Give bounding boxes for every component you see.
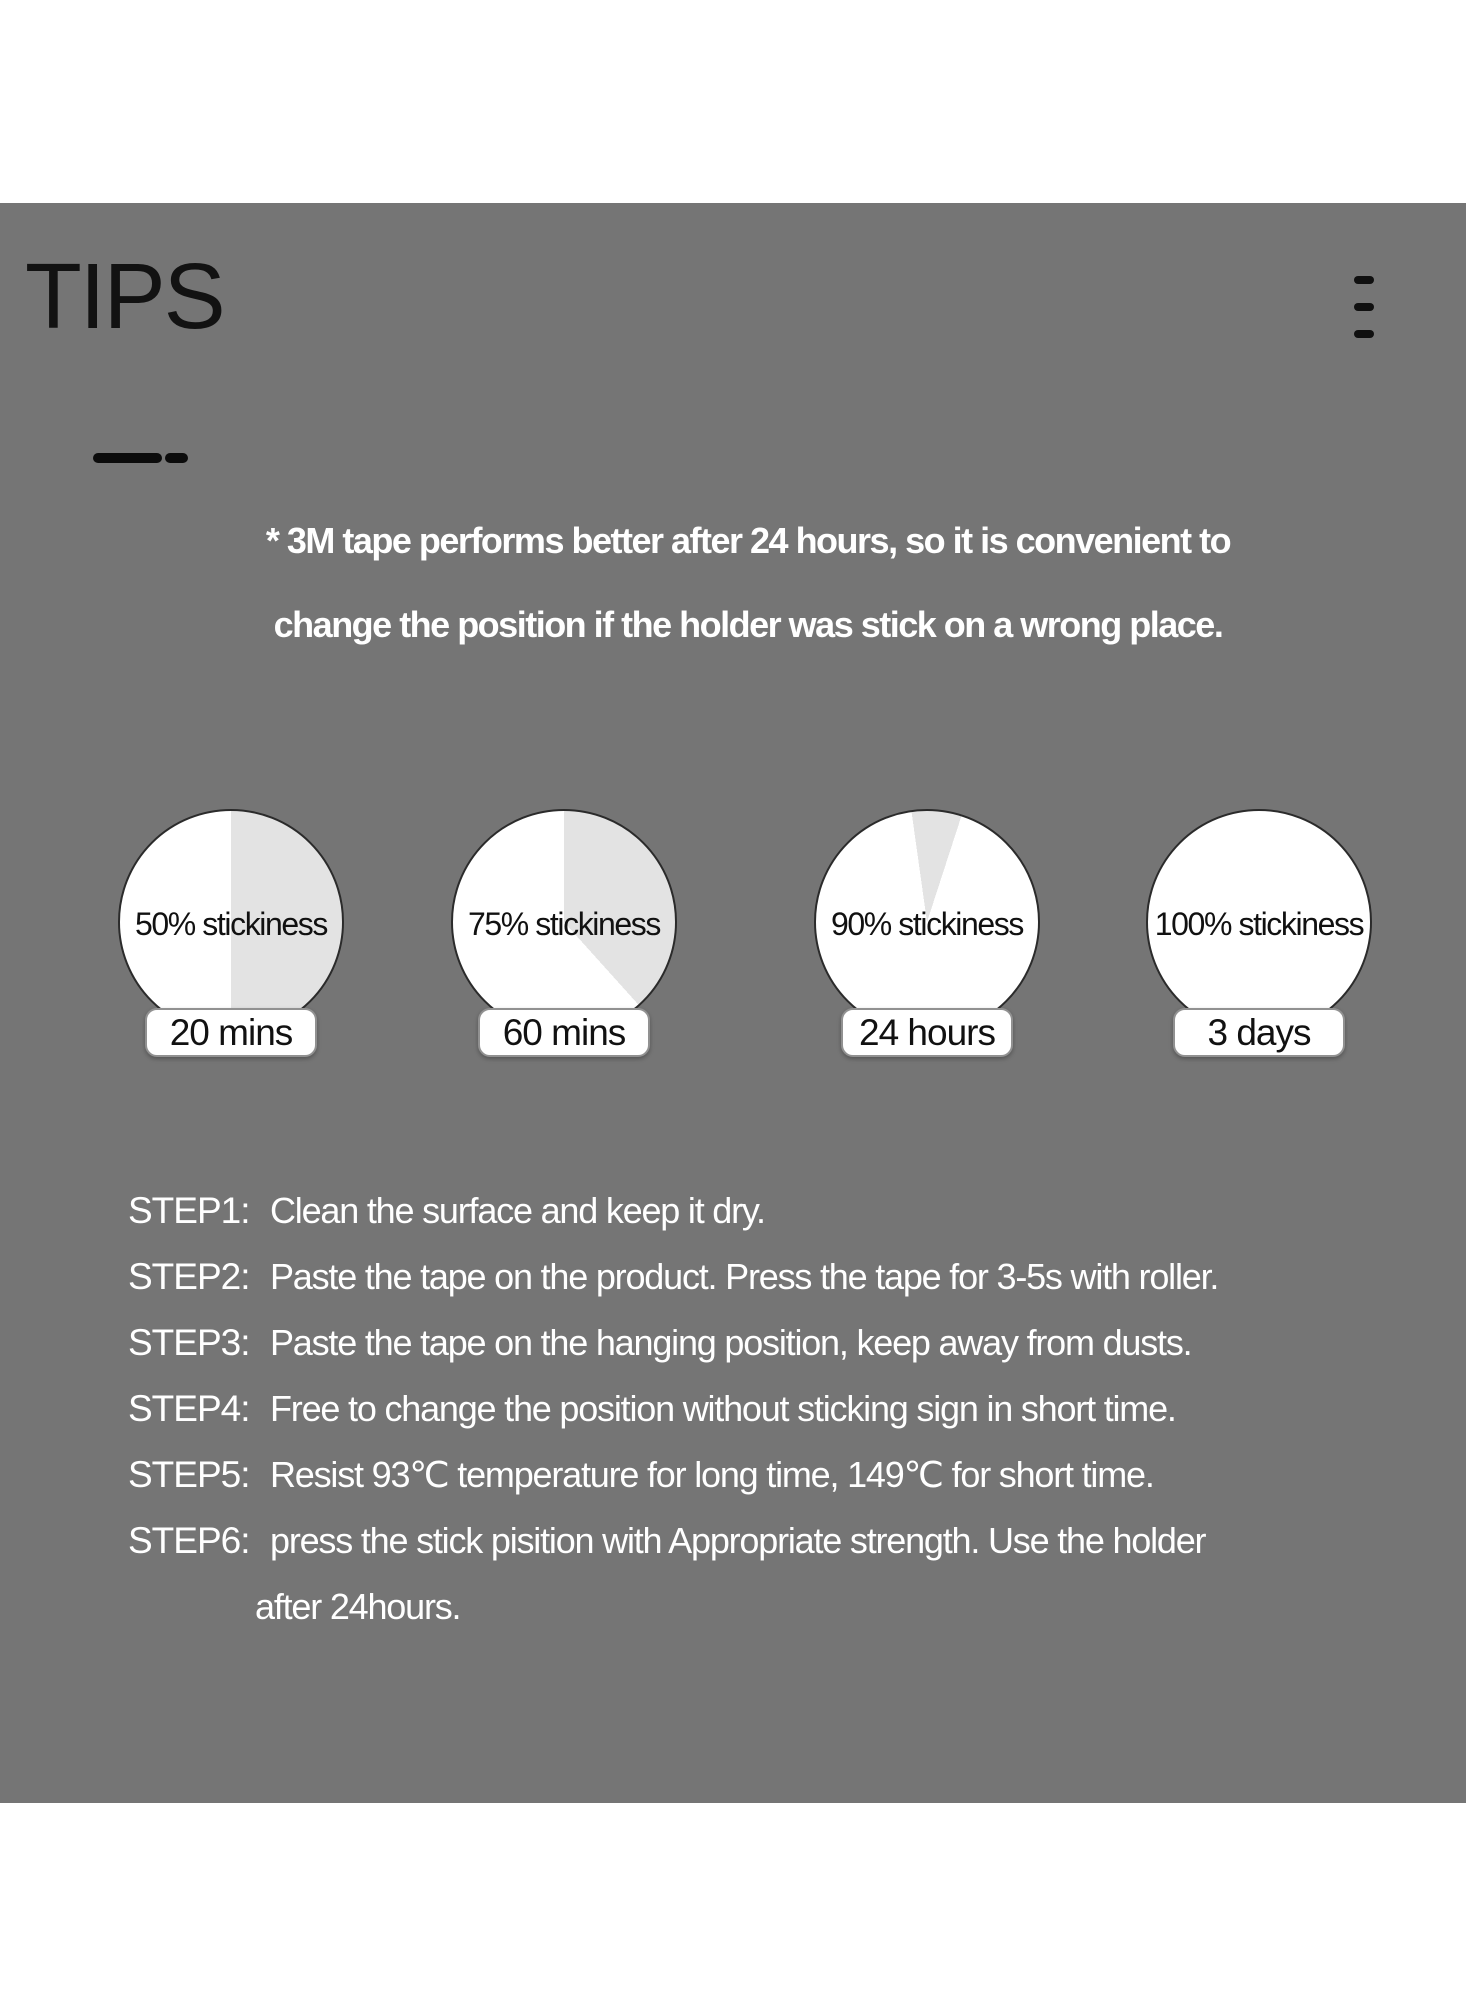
step-row-6 (128, 1508, 1458, 1574)
stickiness-label: 50% stickiness (134, 906, 328, 942)
step-row-3 (128, 1310, 1458, 1376)
step-text: Paste the tape on the hanging position, keep away from dusts. (270, 1322, 1192, 1363)
steps-list (128, 1178, 1458, 1640)
step-label: STEP1: (128, 1190, 250, 1231)
menu-bars-icon (1354, 276, 1374, 357)
step-text: Paste the tape on the product. Press the tape for 3-5s with roller. (270, 1256, 1219, 1297)
stickiness-label: 100% stickiness (1154, 906, 1364, 942)
time-box (841, 1008, 1013, 1057)
step-label: STEP4: (128, 1388, 250, 1429)
stickiness-label: 90% stickiness (830, 906, 1024, 942)
step-row-1 (128, 1178, 1458, 1244)
dash-divider (93, 453, 188, 463)
time-label: 3 days (1207, 1011, 1311, 1053)
step-continuation-text: after 24hours. (255, 1586, 461, 1627)
time-label: 20 mins (169, 1011, 293, 1053)
step-text: Resist 93℃ temperature for long time, 149℃ for short time. (270, 1454, 1154, 1495)
time-label: 24 hours (859, 1011, 995, 1053)
dash-short (165, 453, 188, 463)
step-row-continuation (128, 1574, 1458, 1640)
step-text: press the stick pisition with Appropriate strength. Use the holder (270, 1520, 1206, 1561)
page-title: TIPS (25, 244, 224, 348)
time-label: 60 mins (502, 1011, 626, 1053)
time-box (1173, 1008, 1345, 1057)
intro-line-1: * 3M tape performs better after 24 hours, so it is convenient to (265, 520, 1231, 561)
menu-bar (1354, 330, 1374, 338)
step-text: Clean the surface and keep it dry. (270, 1190, 765, 1231)
menu-bar (1354, 276, 1374, 284)
stickiness-stage-3 (814, 809, 1040, 1069)
step-label: STEP3: (128, 1322, 250, 1363)
dash-long (93, 453, 162, 463)
menu-bar (1354, 303, 1374, 311)
stickiness-stage-2 (451, 809, 677, 1069)
intro-line-2: change the position if the holder was stick on a wrong place. (273, 604, 1223, 645)
step-label: STEP2: (128, 1256, 250, 1297)
step-label: STEP6: (128, 1520, 250, 1561)
time-box (478, 1008, 650, 1057)
time-box (145, 1008, 317, 1057)
stickiness-stage-4 (1146, 809, 1372, 1069)
step-row-5 (128, 1442, 1458, 1508)
step-label: STEP5: (128, 1454, 250, 1495)
step-row-2 (128, 1244, 1458, 1310)
stickiness-stage-1 (118, 809, 344, 1069)
step-text: Free to change the position without sticking sign in short time. (270, 1388, 1176, 1429)
stickiness-label: 75% stickiness (467, 906, 661, 942)
step-row-4 (128, 1376, 1458, 1442)
intro-paragraph (30, 499, 1466, 667)
